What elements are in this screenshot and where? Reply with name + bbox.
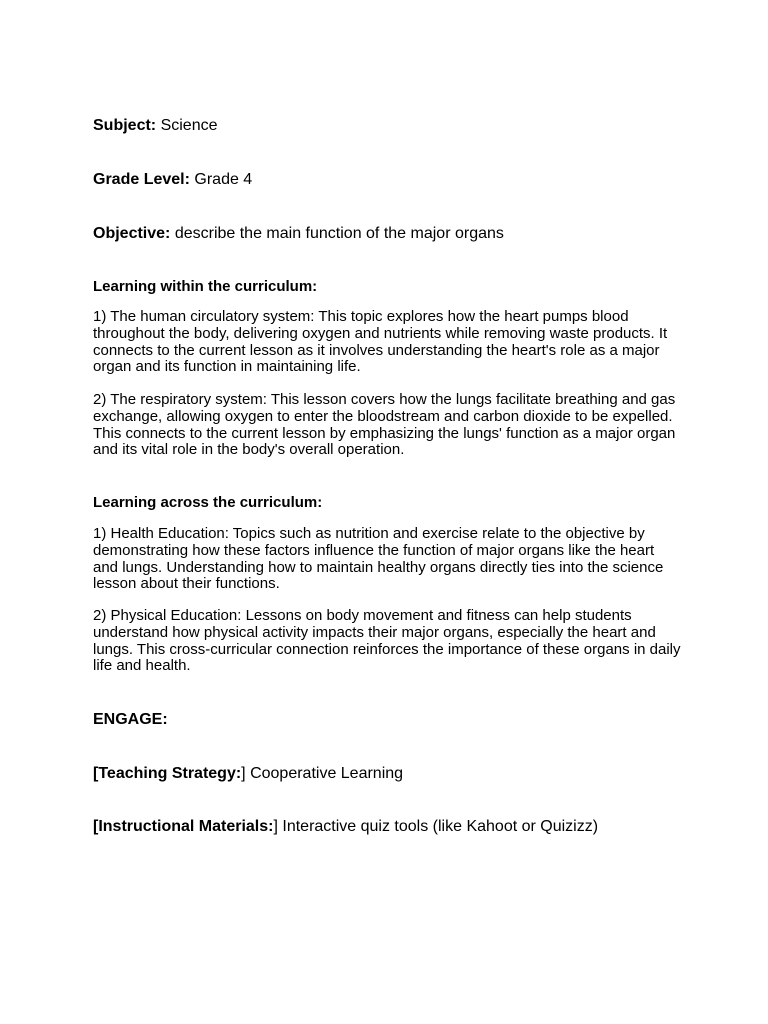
- learning-across-item-2: 2) Physical Education: Lessons on body movement and fitness can help students understand how physical activity impacts their major organs, especially the heart and lungs. This cross-curricular connection reinforces the importance of these organs in daily life and health.: [93, 607, 681, 675]
- instructional-materials-label: [Instructional Materials:: [93, 818, 274, 835]
- teaching-strategy-value: ] Cooperative Learning: [241, 765, 404, 782]
- learning-within-item-1: 1) The human circulatory system: This topic explores how the heart pumps blood throughout the body, delivering oxygen and nutrients while removing waste products. It connects to the current lesson as it involves understanding the heart's role as a major organ and its function in maintaining life.: [93, 308, 668, 376]
- teaching-strategy-label: [Teaching Strategy:: [93, 765, 242, 782]
- instructional-materials-line: [93, 817, 598, 836]
- grade-level-line: [93, 170, 252, 189]
- learning-across-heading: Learning across the curriculum:: [93, 494, 323, 511]
- subject-label: Subject:: [93, 117, 157, 134]
- subject-value: Science: [160, 117, 218, 134]
- learning-within-heading: Learning within the curriculum:: [93, 278, 318, 295]
- objective-line: [93, 224, 504, 243]
- grade-level-value: Grade 4: [194, 171, 253, 188]
- instructional-materials-value: ] Interactive quiz tools (like Kahoot or Quizizz): [273, 818, 599, 835]
- learning-across-item-1: 1) Health Education: Topics such as nutrition and exercise relate to the objective by demonstrating how these factors influence the function of major organs like the heart and lungs. Understanding how to maintain healthy organs directly ties into the science lesson about their functions.: [93, 525, 664, 593]
- teaching-strategy-line: [93, 764, 403, 783]
- objective-label: Objective:: [93, 225, 171, 242]
- objective-value: describe the main function of the major organs: [174, 225, 504, 242]
- engage-heading: ENGAGE:: [93, 711, 168, 728]
- learning-within-item-2: 2) The respiratory system: This lesson covers how the lungs facilitate breathing and gas exchange, allowing oxygen to enter the bloodstream and carbon dioxide to be expelled. This connects to the current lesson by emphasizing the lungs' function as a major organ and its vital role in the body's overall operation.: [93, 391, 676, 459]
- subject-line: [93, 116, 218, 135]
- grade-level-label: Grade Level:: [93, 171, 190, 188]
